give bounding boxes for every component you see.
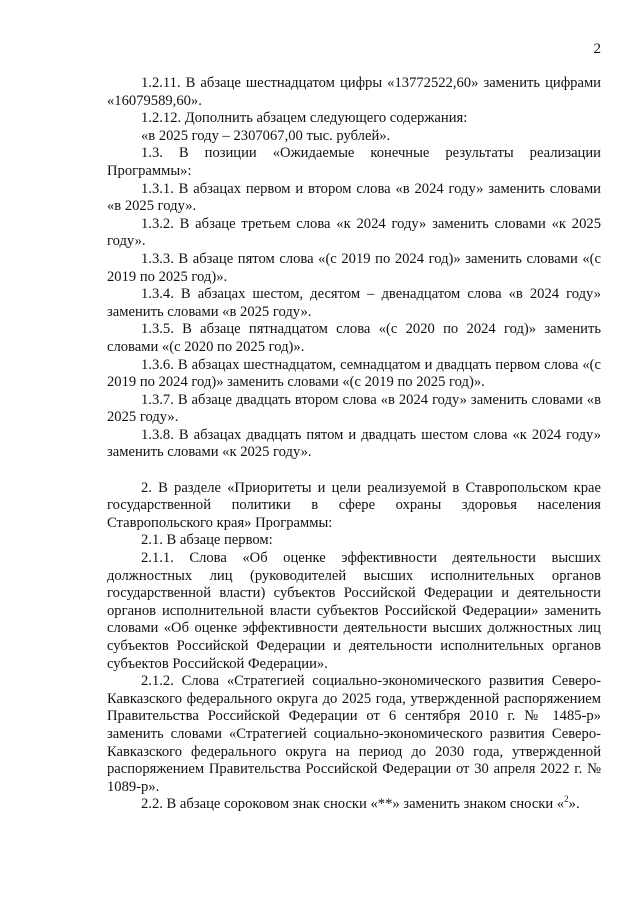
- paragraph-2-1: 2.1. В абзаце первом:: [141, 532, 273, 549]
- paragraph-1-3-5: 1.3.5. В абзаце пятнадцатом слова «(с 2020 по 2024 год)» заменить словами «(с 2020 по 2025 год)».: [107, 321, 601, 355]
- paragraph-1-2-11: 1.2.11. В абзаце шестнадцатом цифры «13772522,60» заменить цифрами «16079589,60».: [107, 75, 601, 109]
- paragraph-1-3-3: 1.3.3. В абзаце пятом слова «(с 2019 по 2024 год)» заменить словами «(с 2019 по 2025 год)».: [107, 250, 601, 285]
- document-body: [107, 75, 601, 814]
- paragraph-1-3-2: 1.3.2. В абзаце третьем слова «к 2024 году» заменить словами «к 2025 году».: [107, 215, 601, 250]
- paragraph-2-1-2: 2.1.2. Слова «Стратегией социально-экономического развития Северо-Кавказского федерального округа до 2025 года, утвержденной распоряжением Правительства Российской Федерации от 6 сентября 2010 г. № 1485-р» заменить словами «Стратегией социально-экономического развития Северо-Кавказского федерального округа на период до 2030 года, утвержденной распоряжением Правительства Российской Федерации от 30 апреля 2022 г. № 1089-р».: [107, 673, 601, 795]
- paragraph-1-3-6: 1.3.6. В абзацах шестнадцатом, семнадцатом и двадцать первом слова «(с 2019 по 2024 год)» заменить словами «(с 2019 по 2025 год)».: [107, 356, 601, 391]
- footnote-mark: 2: [564, 794, 569, 805]
- paragraph-2-2: [107, 796, 601, 814]
- paragraph-2: 2. В разделе «Приоритеты и цели реализуемой в Ставропольском крае государственной политики в сфере охраны здоровья населения Ставропольского края» Программы:: [107, 479, 601, 531]
- paragraph-quote-2025: «в 2025 году – 2307067,00 тыс. рублей».: [141, 127, 391, 144]
- paragraph-1-3-8: 1.3.8. В абзацах двадцать пятом и двадцать шестом слова «к 2024 году» заменить словами «к 2025 году».: [107, 426, 601, 461]
- page-number: 2: [593, 41, 601, 57]
- paragraph-1-3-7: 1.3.7. В абзаце двадцать втором слова «в 2024 году» заменить словами «в 2025 году».: [107, 391, 601, 426]
- paragraph-1-2-12: 1.2.12. Дополнить абзацем следующего содержания:: [141, 110, 468, 127]
- paragraph-2-2-tail: ».: [568, 796, 580, 813]
- paragraph-1-3-1: 1.3.1. В абзацах первом и втором слова «в 2024 году» заменить словами «в 2025 году».: [107, 180, 601, 215]
- paragraph-1-3-4: 1.3.4. В абзацах шестом, десятом – двенадцатом слова «в 2024 году» заменить словами «в 2025 году».: [107, 286, 601, 320]
- paragraph-2-2-text: 2.2. В абзаце сороковом знак сноски «**» заменить знаком сноски «: [141, 796, 565, 813]
- paragraph-1-3: 1.3. В позиции «Ожидаемые конечные результаты реализации Программы»:: [107, 145, 601, 179]
- paragraph-2-1-1: 2.1.1. Слова «Об оценке эффективности деятельности высших должностных лиц (руководителей высших исполнительных органов государственной власти) субъектов Российской Федерации и деятельности органов исполнительной власти субъектов Российской Федерации» заменить словами «Об оценке эффективности деятельности высших должностных лиц субъектов Российской Федерации и деятельности исполнительных органов субъектов Российской Федерации».: [107, 550, 601, 672]
